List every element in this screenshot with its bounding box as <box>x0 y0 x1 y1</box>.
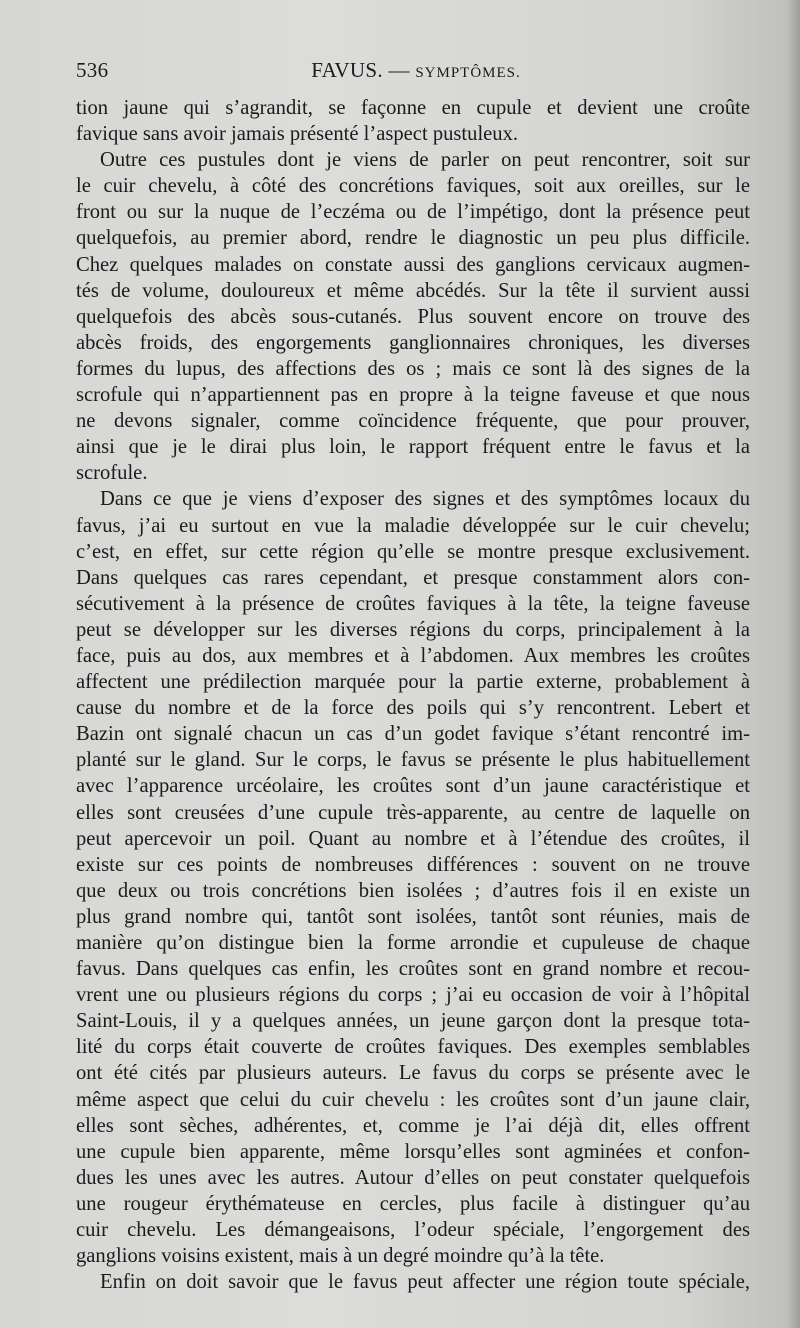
running-header <box>76 58 756 88</box>
text-line: affectent une prédilection marquée pour la partie externe, probablement à <box>76 671 750 694</box>
text-line: peut se développer sur les diverses régions du corps, principalement à la <box>76 618 750 641</box>
text-line: elles sont sèches, adhérentes, et, comme je l’ai déjà dit, elles offrent <box>76 1114 750 1137</box>
text-line: elles sont creusées d’une cupule très-apparente, au centre de laquelle on <box>76 801 750 824</box>
text-line: favique sans avoir jamais présenté l’aspect pustuleux. <box>76 123 519 146</box>
text-line: lité du corps était couverte de croûtes faviques. Des exemples semblables <box>76 1036 750 1059</box>
text-line: Dans quelques cas rares cependant, et presque constamment alors con- <box>76 566 750 589</box>
running-title-section: SYMPTÔMES. <box>415 65 521 81</box>
text-line: formes du lupus, des affections des os ; mais ce sont là des signes de la <box>76 357 750 380</box>
text-line: scrofule. <box>76 462 148 485</box>
text-line: tés de volume, douloureux et même abcédés. Sur la tête il survient aussi <box>76 279 750 302</box>
text-line: avec l’apparence urcéolaire, les croûtes sont d’un jaune caractéristique et <box>76 775 750 798</box>
text-line: plus grand nombre qui, tantôt sont isolées, tantôt sont réunies, mais de <box>76 905 750 928</box>
text-line: le cuir chevelu, à côté des concrétions faviques, soit aux oreilles, sur le <box>76 175 750 198</box>
text-line: ont été cités par plusieurs auteurs. Le favus du corps se présente avec le <box>76 1062 750 1085</box>
text-line: existe sur ces points de nombreuses différences : souvent on ne trouve <box>76 853 750 876</box>
text-line: face, puis au dos, aux membres et à l’abdomen. Aux membres les croûtes <box>76 644 750 667</box>
text-line: peut apercevoir un poil. Quant au nombre et à l’étendue des croûtes, il <box>76 827 750 850</box>
text-line: quelquefois, au premier abord, rendre le diagnostic un peu plus difficile. <box>76 227 750 250</box>
text-line: planté sur le gland. Sur le corps, le favus se présente le plus habituellement <box>76 749 750 772</box>
text-line: quelquefois des abcès sous-cutanés. Plus souvent encore on trouve des <box>76 305 750 328</box>
page-number: 536 <box>76 58 109 82</box>
text-line: Bazin ont signalé chacun un cas d’un godet favique s’étant rencontré im- <box>76 723 750 746</box>
text-line: manière qu’on distingue bien la forme arrondie et cupuleuse de chaque <box>76 932 750 954</box>
page-gutter-shadow <box>786 0 800 1328</box>
running-title-separator: — <box>388 58 410 82</box>
text-line: scrofule qui n’appartiennent pas en propre à la teigne faveuse et que nous <box>76 384 750 407</box>
text-line: c’est, en effet, sur cette région qu’elle se montre presque exclusivement. <box>76 540 750 563</box>
text-line: vrent une ou plusieurs régions du corps ; j’ai eu occasion de voir à l’hôpital <box>76 984 750 1007</box>
text-line: une cupule bien apparente, même lorsqu’elles sont agminées et confon- <box>76 1140 750 1163</box>
text-line: dues les unes avec les autres. Autour d’elles on peut constater quelquefois <box>76 1166 750 1189</box>
text-line: Outre ces pustules dont je viens de parler on peut rencontrer, soit sur <box>100 149 750 172</box>
text-line: favus. Dans quelques cas enfin, les croûtes sont en grand nombre et recou- <box>76 958 750 981</box>
text-line: que deux ou trois concrétions bien isolées ; d’autres fois il en existe un <box>76 879 750 902</box>
text-line: une rougeur érythémateuse en cercles, plus facile à distinguer qu’au <box>76 1192 750 1215</box>
text-line: cause du nombre et de la force des poils qui s’y rencontrent. Lebert et <box>76 697 750 720</box>
text-line: ganglions voisins existent, mais à un degré moindre qu’à la tête. <box>76 1245 605 1268</box>
text-line: front ou sur la nuque de l’eczéma ou de l’impétigo, dont la présence peut <box>76 201 750 224</box>
text-line: favus, j’ai eu surtout en vue la maladie développée sur le cuir chevelu; <box>76 514 750 537</box>
running-title-main: FAVUS. <box>311 58 383 82</box>
text-line: même aspect que celui du cuir chevelu : les croûtes sont d’un jaune clair, <box>76 1088 750 1111</box>
text-line: ne devons signaler, comme coïncidence fréquente, que pour prouver, <box>76 410 750 433</box>
running-title <box>76 58 756 83</box>
text-line: abcès froids, des engorgements ganglionnaires chroniques, les diverses <box>76 331 750 354</box>
text-line: tion jaune qui s’agrandit, se façonne en cupule et devient une croûte <box>76 97 750 119</box>
text-line: sécutivement à la présence de croûtes faviques à la tête, la teigne faveuse <box>76 592 750 615</box>
text-line: Enfin on doit savoir que le favus peut affecter une région toute spéciale, <box>100 1271 750 1294</box>
body-text <box>76 95 750 1295</box>
text-line: Saint-Louis, il y a quelques années, un jeune garçon dont la presque tota- <box>76 1010 750 1033</box>
text-line: ainsi que je le dirai plus loin, le rapport fréquent entre le favus et la <box>76 436 750 459</box>
text-line: cuir chevelu. Les démangeaisons, l’odeur spéciale, l’engorgement des <box>76 1219 750 1242</box>
text-line: Chez quelques malades on constate aussi des ganglions cervicaux augmen- <box>76 253 750 276</box>
text-line: Dans ce que je viens d’exposer des signes et des symptômes locaux du <box>100 488 750 511</box>
